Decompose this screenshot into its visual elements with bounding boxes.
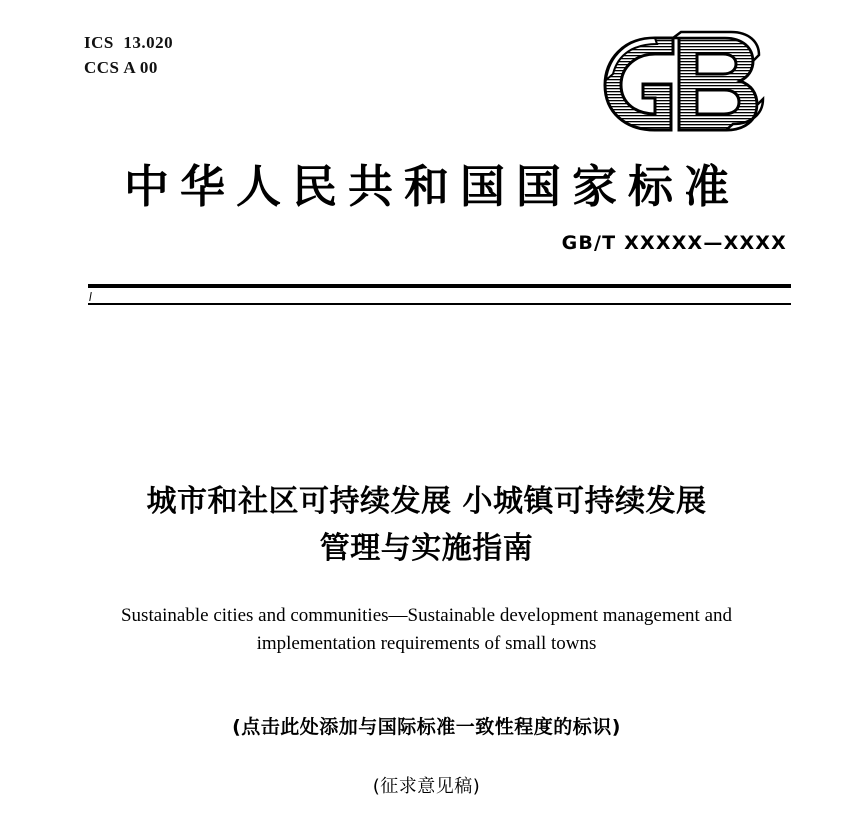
ics-code: ICS 13.020 [84,33,174,52]
ccs-code: CCS A 00 [84,58,158,77]
standard-number: GB/T XXXXX—XXXX [561,232,787,254]
classification-codes [84,30,173,80]
document-title-cn [60,478,793,572]
document-title-en-line1: Sustainable cities and communities—Sustainable development management and [120,605,732,626]
iso-conformity-note: (点击此处添加与国际标准一致性程度的标识) [232,716,621,738]
document-title-en-line2: implementation requirements of small towns [256,633,597,654]
divider-tick-mark [89,292,92,301]
divider-thick [88,284,791,288]
national-standard-heading: 中华人民共和国国家标准 [123,160,740,213]
divider-thin [88,303,791,305]
document-title-en [90,602,763,658]
gb-logo-icon [593,28,783,138]
document-title-cn-line2: 管理与实施指南 [319,531,534,566]
document-title-cn-line1: 城市和社区可持续发展 小城镇可持续发展 [146,484,707,519]
draft-status: (征求意见稿) [372,776,481,797]
